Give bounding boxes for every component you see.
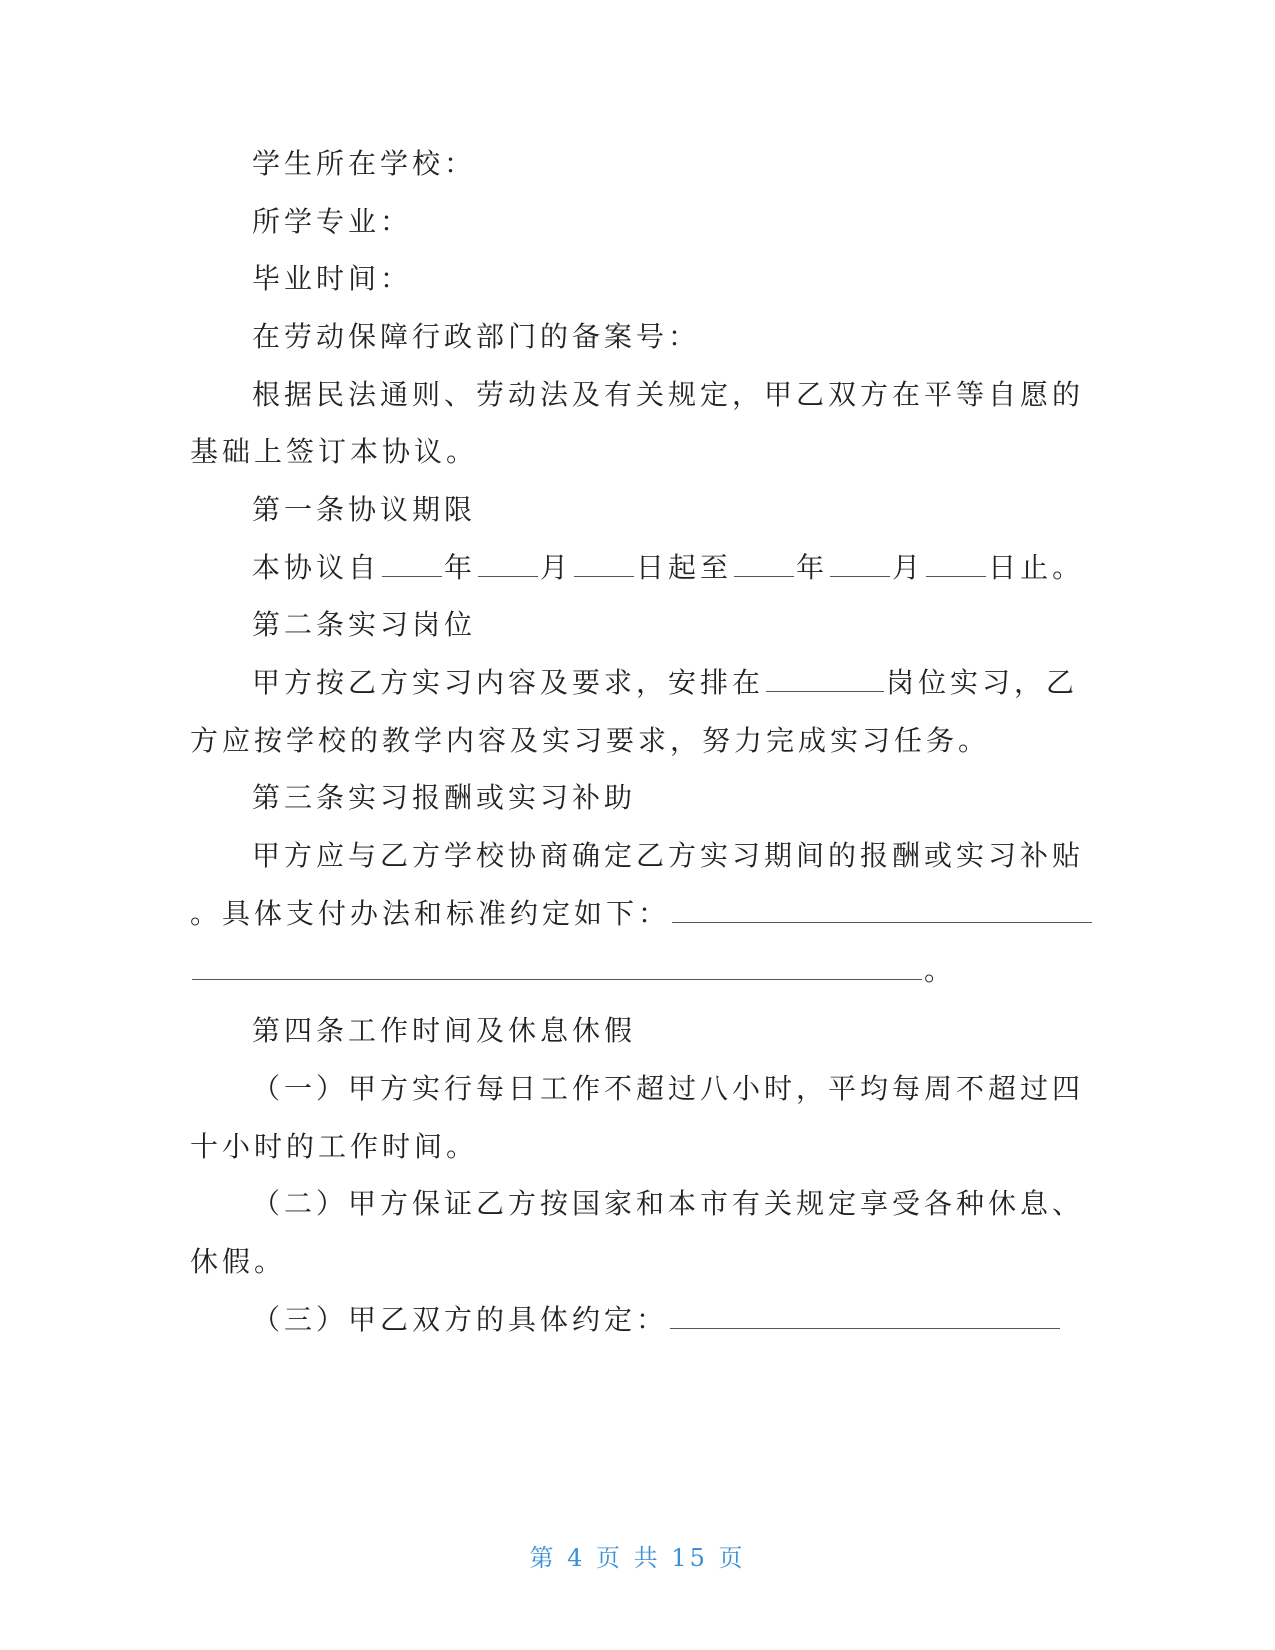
end-year-blank [734, 550, 794, 577]
month-label-2: 月 [892, 551, 925, 584]
article-1-title: 第一条协议期限 [252, 493, 477, 526]
post-arrangement-text: 甲方按乙方实习内容及要求，安排在 [252, 666, 765, 699]
basis-paragraph-line-2: 基础上签订本协议。 [190, 435, 479, 468]
month-label: 月 [540, 551, 573, 584]
article-1-term-line [252, 550, 1084, 586]
payment-terms-blank-2 [192, 953, 922, 980]
article-4-clause-3 [252, 1302, 1062, 1338]
article-3-line-2 [190, 896, 1094, 932]
article-4-title: 第四条工作时间及休息休假 [252, 1014, 637, 1047]
post-internship-text: 岗位实习，乙 [886, 666, 1079, 699]
article-2-title: 第二条实习岗位 [252, 608, 477, 641]
record-number-field: 在劳动保障行政部门的备案号： [252, 320, 701, 353]
payment-terms-blank [672, 896, 1092, 923]
article-4-clause-2-line-2: 休假。 [190, 1245, 287, 1278]
start-month-blank [478, 550, 538, 577]
end-day-blank [926, 550, 986, 577]
start-year-blank [382, 550, 442, 577]
article-3-title: 第三条实习报酬或实习补助 [252, 781, 637, 814]
article-3-line-1: 甲方应与乙方学校协商确定乙方实习期间的报酬或实习补贴 [252, 839, 1085, 872]
term-from-label: 本协议自 [252, 551, 381, 584]
specific-agreement-text: （三）甲乙双方的具体约定： [252, 1303, 669, 1336]
year-label-2: 年 [796, 551, 829, 584]
article-4-clause-1-line-2: 十小时的工作时间。 [190, 1130, 479, 1163]
year-label: 年 [444, 551, 477, 584]
major-field: 所学专业： [252, 205, 413, 238]
basis-paragraph-line-1: 根据民法通则、劳动法及有关规定，甲乙双方在平等自愿的 [252, 378, 1085, 411]
graduation-time-field: 毕业时间： [252, 262, 413, 295]
end-month-blank [830, 550, 890, 577]
start-day-blank [574, 550, 634, 577]
article-2-line-2: 方应按学校的教学内容及实习要求，努力完成实习任务。 [190, 724, 991, 757]
article-3-line-3 [190, 953, 956, 989]
school-field: 学生所在学校： [252, 147, 477, 180]
article-4-clause-2-line-1: （二）甲方保证乙方按国家和本市有关规定享受各种休息、 [252, 1187, 1085, 1220]
page-number-footer: 第 4 页 共 15 页 [529, 1544, 746, 1572]
day-end-label: 日止。 [988, 551, 1085, 584]
day-to-label: 日起至 [636, 551, 733, 584]
payment-terms-text: 。具体支付办法和标准约定如下： [190, 897, 671, 930]
post-blank [766, 665, 884, 692]
article-4-clause-1-line-1: （一）甲方实行每日工作不超过八小时，平均每周不超过四 [252, 1072, 1085, 1105]
specific-agreement-blank [670, 1302, 1060, 1329]
period-mark: 。 [924, 954, 957, 987]
article-2-line-1 [252, 665, 1078, 701]
